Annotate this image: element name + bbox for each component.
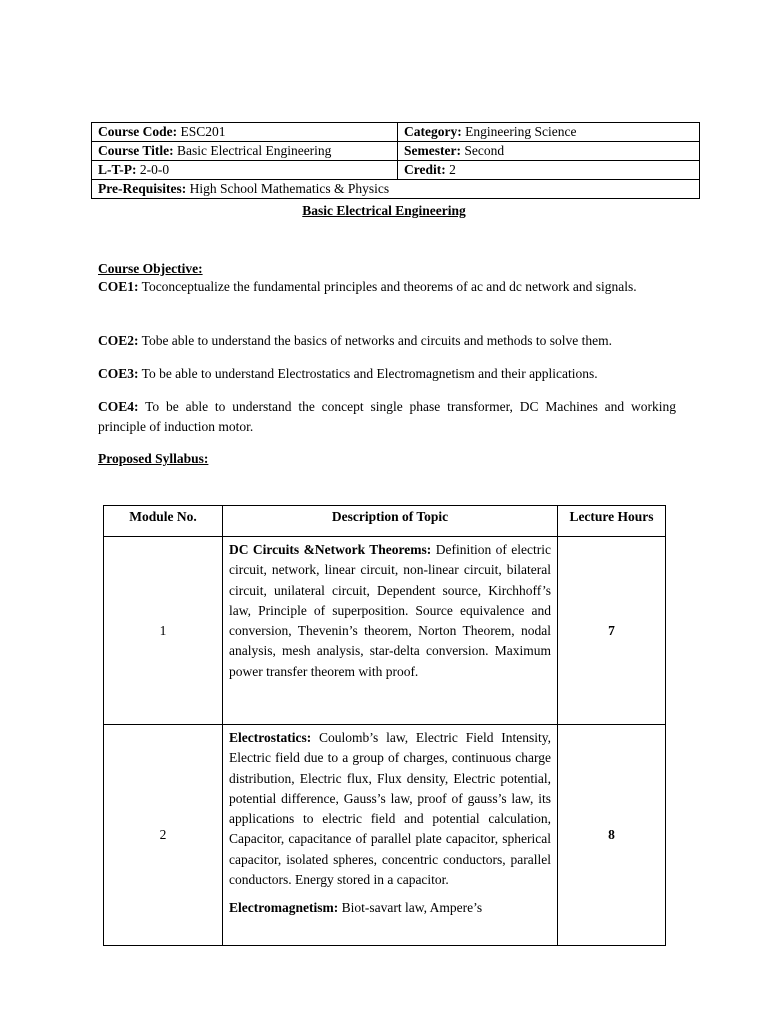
objective-text: Tobe able to understand the basics of networks and circuits and methods to solve them. — [141, 333, 612, 348]
prereq-cell — [92, 180, 700, 199]
module-number: 2 — [104, 725, 223, 946]
course-info-row — [92, 161, 700, 180]
category-cell — [398, 123, 700, 142]
course-code-cell — [92, 123, 398, 142]
syllabus-table — [103, 505, 666, 946]
objective-text: To be able to understand Electrostatics and Electromagnetism and their applications. — [141, 366, 598, 381]
ltp-cell — [92, 161, 398, 180]
prereq-value: High School Mathematics & Physics — [189, 181, 390, 196]
topic-description — [223, 725, 558, 946]
objective-item — [98, 397, 676, 437]
table-row — [104, 537, 666, 725]
course-info-row — [92, 123, 700, 142]
course-title-value: Basic Electrical Engineering — [177, 143, 332, 158]
column-header-hours: Lecture Hours — [558, 506, 666, 537]
objective-code: COE4: — [98, 399, 139, 414]
lecture-hours: 8 — [558, 725, 666, 946]
semester-value: Second — [464, 143, 505, 158]
objective-code: COE3: — [98, 366, 139, 381]
category-label: Category: — [404, 124, 462, 139]
table-row — [104, 725, 666, 946]
objective-item — [98, 331, 676, 351]
prereq-label: Pre-Requisites: — [98, 181, 187, 196]
semester-label: Semester: — [404, 143, 461, 158]
document-title: Basic Electrical Engineering — [302, 203, 466, 218]
topic-description — [223, 537, 558, 725]
topic-paragraph — [229, 540, 551, 682]
objective-code: COE1: — [98, 279, 139, 294]
column-header-module: Module No. — [104, 506, 223, 537]
objective-item — [98, 277, 676, 297]
semester-cell — [398, 142, 700, 161]
objective-text: Toconceptualize the fundamental principles and theorems of ac and dc network and signals. — [141, 279, 637, 294]
proposed-syllabus-heading: Proposed Syllabus: — [98, 451, 209, 466]
course-code-value: ESC201 — [180, 124, 226, 139]
topic-title: Electromagnetism: — [229, 900, 339, 916]
ltp-value: 2-0-0 — [139, 162, 170, 177]
ltp-label: L-T-P: — [98, 162, 137, 177]
credit-value: 2 — [449, 162, 456, 177]
course-title-cell — [92, 142, 398, 161]
syllabus-header-row — [104, 506, 666, 537]
topic-title: Electrostatics: — [229, 730, 312, 745]
module-number: 1 — [104, 537, 223, 725]
objective-code: COE2: — [98, 333, 139, 348]
course-code-label: Course Code: — [98, 124, 178, 139]
topic-text: Biot-savart law, Ampere’s — [341, 900, 483, 916]
topic-paragraph — [229, 898, 551, 918]
topic-text: Definition of electric circuit, network, linear circuit, non-linear circuit, bilateral circuit, unilateral circuit, Dependent source, Kirchhoff’s law, Principle of superposition. Source equivalence and conversion, Thevenin’s theorem, Norton Theorem, nodal analysis, mesh analysis, star-delta conversion. Maximum power transfer theorem with proof. — [229, 542, 552, 679]
objective-text: To be able to understand the concept single phase transformer, DC Machines and working principle of induction motor. — [98, 399, 677, 434]
credit-label: Credit: — [404, 162, 446, 177]
objective-item — [98, 364, 676, 384]
topic-title: DC Circuits &Network Theorems: — [229, 542, 432, 557]
lecture-hours: 7 — [558, 537, 666, 725]
topic-paragraph — [229, 728, 551, 890]
category-value: Engineering Science — [465, 124, 577, 139]
course-title-label: Course Title: — [98, 143, 174, 158]
course-info-row — [92, 142, 700, 161]
course-info-table — [91, 122, 700, 199]
credit-cell — [398, 161, 700, 180]
topic-text: Coulomb’s law, Electric Field Intensity, Electric field due to a group of charges, continuous charge distribution, Electric flux, Flux density, Electric potential, potential difference, Gauss’s law, proof of gauss’s law, its applications to electric field and potential calculation, Capacitor, capacitance of parallel plate capacitor, spherical capacitor, isolated spheres, concentric conductors, parallel conductors. Energy stored in a capacitor. — [229, 730, 551, 888]
column-header-description: Description of Topic — [223, 506, 558, 537]
course-info-row — [92, 180, 700, 199]
course-objective-heading: Course Objective: — [98, 261, 203, 276]
